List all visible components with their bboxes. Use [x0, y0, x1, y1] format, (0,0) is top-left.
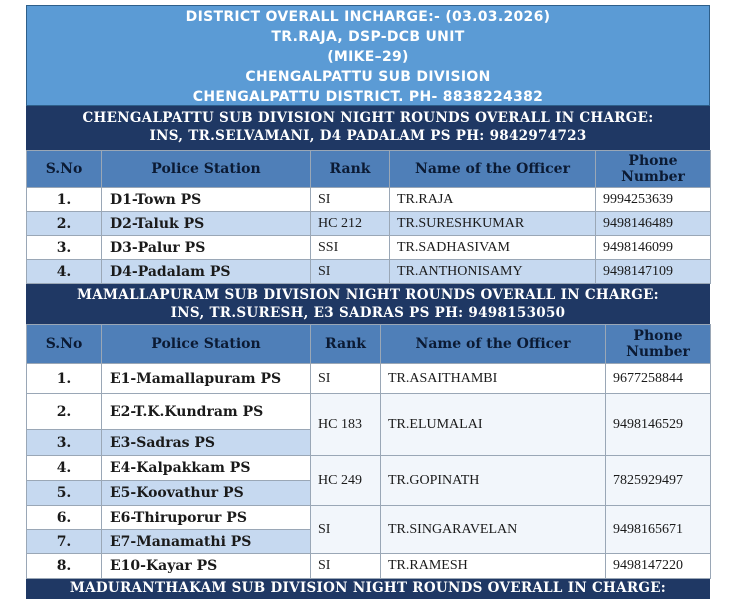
row-station: D4-Padalam PS — [102, 260, 311, 284]
row-sno: 1. — [27, 188, 102, 212]
section3-title: MADURANTHAKAM SUB DIVISION NIGHT ROUNDS OVERALL IN CHARGE: — [69, 580, 667, 596]
table-header-row — [27, 325, 711, 364]
header-banner — [26, 5, 710, 106]
row-sno: 2. — [27, 212, 102, 236]
row-rank: SI — [311, 260, 390, 284]
section2-table — [26, 324, 711, 579]
row-phone: 9498147109 — [596, 260, 711, 284]
merged-phone: 9498146529 — [606, 394, 711, 456]
section2-incharge: INS, TR.SURESH, E3 SADRAS PS PH: 9498153050 — [170, 305, 566, 321]
merged-officer: TR.SINGARAVELAN — [381, 506, 606, 554]
merged-rank: SI — [311, 506, 381, 554]
row-sno: 7. — [27, 530, 102, 554]
row-station: E10-Kayar PS — [102, 554, 311, 579]
row-station: E1-Mamallapuram PS — [102, 364, 311, 394]
row-station: E4-Kalpakkam PS — [102, 456, 311, 481]
col-station-header: Police Station — [102, 325, 311, 364]
row-station: E2-T.K.Kundram PS — [102, 394, 311, 430]
banner-district-phone: CHENGALPATTU DISTRICT. PH- 8838224382 — [192, 89, 544, 105]
section1-table — [26, 150, 711, 284]
table-row — [27, 260, 711, 284]
row-station: E7-Manamathi PS — [102, 530, 311, 554]
merged-phone: 7825929497 — [606, 456, 711, 506]
table-row — [27, 236, 711, 260]
banner-callsign: (MIKE–29) — [327, 49, 409, 65]
row-station: E5-Koovathur PS — [102, 481, 311, 506]
row-phone: 9677258844 — [606, 364, 711, 394]
row-officer: TR.RAMESH — [381, 554, 606, 579]
col-rank-header: Rank — [311, 151, 390, 188]
row-officer: TR.SADHASIVAM — [390, 236, 596, 260]
duty-chart-document — [26, 5, 710, 599]
table-row — [27, 554, 711, 579]
col-officer-header: Name of the Officer — [381, 325, 606, 364]
section1-incharge: INS, TR.SELVAMANI, D4 PADALAM PS PH: 9842974723 — [149, 128, 587, 144]
table-header-row — [27, 151, 711, 188]
banner-title: DISTRICT OVERALL INCHARGE:- (03.03.2026) — [185, 9, 551, 25]
row-phone: 9994253639 — [596, 188, 711, 212]
merged-rank: HC 183 — [311, 394, 381, 456]
row-phone: 9498147220 — [606, 554, 711, 579]
merged-phone: 9498165671 — [606, 506, 711, 554]
row-sno: 5. — [27, 481, 102, 506]
merged-rank: HC 249 — [311, 456, 381, 506]
row-sno: 3. — [27, 430, 102, 456]
row-phone: 9498146099 — [596, 236, 711, 260]
row-station: D2-Taluk PS — [102, 212, 311, 236]
row-station: E3-Sadras PS — [102, 430, 311, 456]
table-row — [27, 394, 711, 430]
table-row — [27, 188, 711, 212]
row-sno: 3. — [27, 236, 102, 260]
section1-heading — [26, 106, 710, 150]
section1-title: CHENGALPATTU SUB DIVISION NIGHT ROUNDS OVERALL IN CHARGE: — [82, 110, 654, 126]
col-station-header: Police Station — [102, 151, 311, 188]
section3-heading — [26, 579, 710, 599]
col-phone-header: Phone Number — [596, 151, 711, 188]
row-station: E6-Thiruporur PS — [102, 506, 311, 530]
row-sno: 2. — [27, 394, 102, 430]
row-sno: 6. — [27, 506, 102, 530]
col-officer-header: Name of the Officer — [390, 151, 596, 188]
row-sno: 4. — [27, 260, 102, 284]
col-phone-header: Phone Number — [606, 325, 711, 364]
row-phone: 9498146489 — [596, 212, 711, 236]
table-row — [27, 212, 711, 236]
row-rank: SSI — [311, 236, 390, 260]
row-station: D1-Town PS — [102, 188, 311, 212]
row-officer: TR.RAJA — [390, 188, 596, 212]
col-sno-header: S.No — [27, 151, 102, 188]
row-rank: SI — [311, 364, 381, 394]
merged-officer: TR.GOPINATH — [381, 456, 606, 506]
row-sno: 8. — [27, 554, 102, 579]
table-row — [27, 456, 711, 481]
col-rank-header: Rank — [311, 325, 381, 364]
section2-title: MAMALLAPURAM SUB DIVISION NIGHT ROUNDS OVERALL IN CHARGE: — [77, 287, 659, 303]
section2-heading — [26, 284, 710, 324]
row-rank: HC 212 — [311, 212, 390, 236]
row-rank: SI — [311, 188, 390, 212]
table-row — [27, 506, 711, 530]
row-officer: TR.ANTHONISAMY — [390, 260, 596, 284]
row-rank: SI — [311, 554, 381, 579]
col-sno-header: S.No — [27, 325, 102, 364]
merged-officer: TR.ELUMALAI — [381, 394, 606, 456]
table-row — [27, 364, 711, 394]
banner-subdivision: CHENGALPATTU SUB DIVISION — [245, 69, 491, 85]
row-officer: TR.ASAITHAMBI — [381, 364, 606, 394]
row-officer: TR.SURESHKUMAR — [390, 212, 596, 236]
banner-officer: TR.RAJA, DSP-DCB UNIT — [271, 29, 465, 45]
row-sno: 4. — [27, 456, 102, 481]
row-sno: 1. — [27, 364, 102, 394]
row-station: D3-Palur PS — [102, 236, 311, 260]
